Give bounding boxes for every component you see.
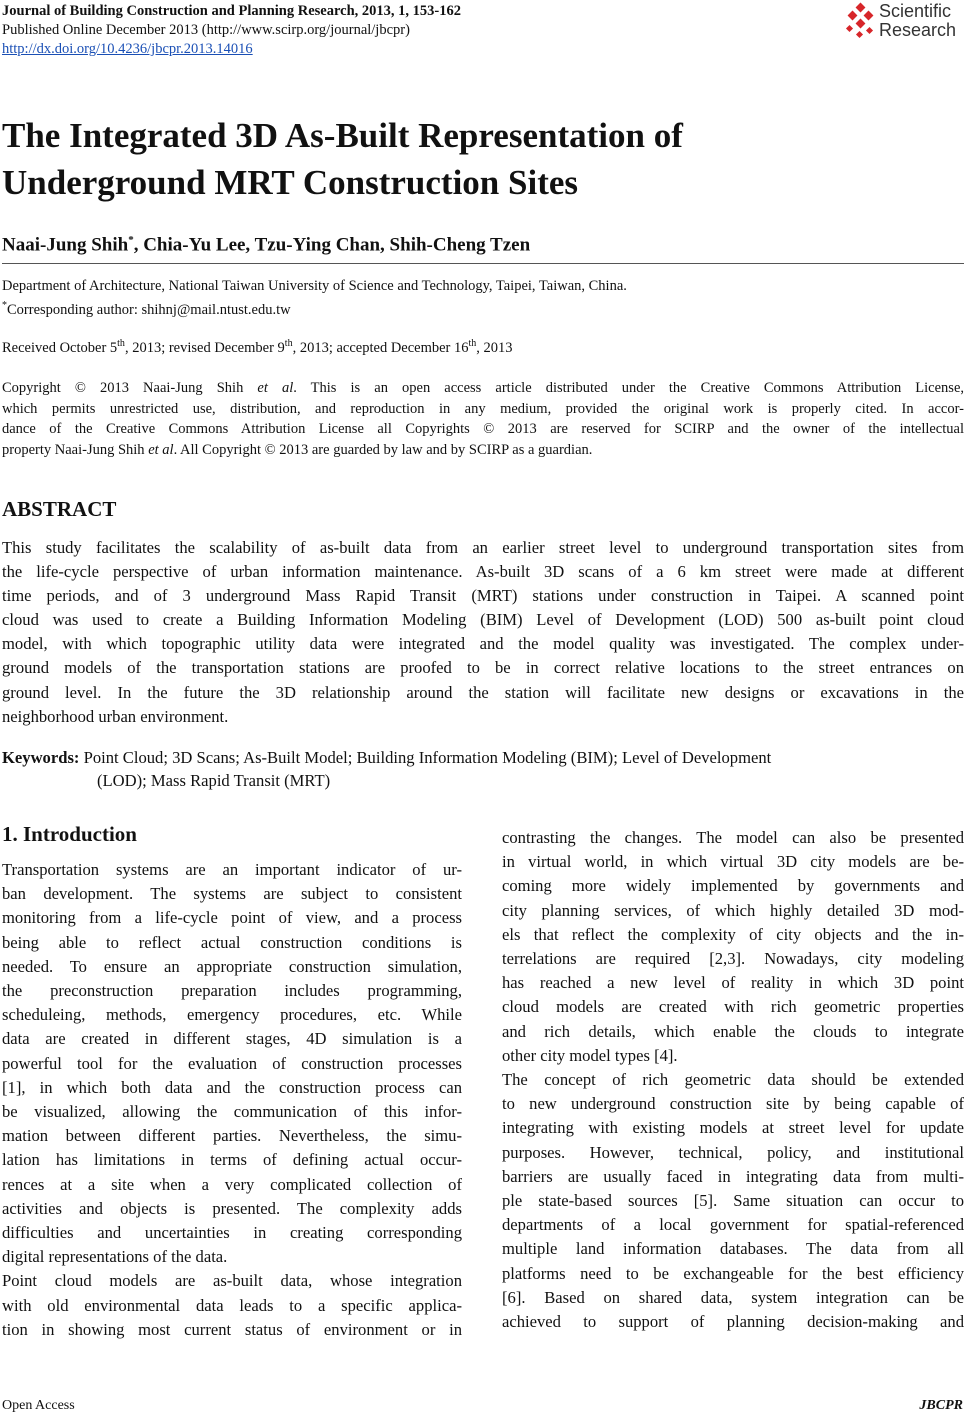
body-line: being able to reflect actual construction conditions is: [2, 932, 462, 952]
copyright-notice: Copyright © 2013 Naai-Jung Shih et al. This is an open access article distributed under the Creative Commons Attribution License, which permits unrestricted use, distribution, and reproduction in any medium, provided the original work is properly cited. In accor- dance of the Creative Commons Attribution License all Copyrights © 2013 are reserved for SCIRP and the owner of the intellectual property Naai-Jung Shih et al. All Copyright © 2013 are guarded by law and by SCIRP as a guardian.: [2, 380, 965, 458]
body-line: to new underground construction site by being capable of: [502, 1094, 964, 1114]
body-line: barriers are usually faced in integrating data from multi-: [502, 1166, 964, 1186]
paper-title: The Integrated 3D As-Built Representation of Underground MRT Construction Sites: [2, 116, 683, 202]
journal-header: [2, 2, 461, 59]
affiliation-block: [2, 276, 627, 320]
body-line: activities and objects is presented. The complexity adds: [2, 1198, 462, 1218]
body-line: tion in showing most current status of environment or in: [2, 1319, 462, 1339]
author-list: Naai-Jung Shih*, Chia-Yu Lee, Tzu-Ying Chan, Shih-Cheng Tzen: [2, 234, 531, 256]
body-line: in virtual world, in which virtual 3D city models are be-: [502, 852, 964, 872]
doi-link[interactable]: http://dx.doi.org/10.4236/jbcpr.2013.14016: [2, 41, 253, 57]
body-line: contrasting the changes. The model can also be presented: [502, 828, 964, 847]
footer-journal-abbrev: JBCPR: [919, 1398, 963, 1413]
logo-text: Scientific Research: [879, 1, 957, 40]
body-line: scheduleing, methods, emergency procedures, etc. While: [2, 1005, 462, 1025]
body-line: integrating with existing models at street level for update: [502, 1118, 964, 1138]
body-line: rences at a site when a very complicated collection of: [2, 1174, 462, 1194]
body-line: needed. To ensure an appropriate construction simulation,: [2, 956, 462, 976]
body-line: platforms need to be exchangeable for the best efficiency: [502, 1263, 964, 1283]
scirp-logo: [843, 2, 963, 44]
body-line: city planning services, of which highly detailed 3D mod-: [502, 900, 964, 920]
affiliation: Department of Architecture, National Taiwan University of Science and Technology, Taipei, Taiwan, China.: [2, 278, 627, 294]
journal-title: Journal of Building Construction and Planning Research, 2013, 1, 153-162: [2, 3, 461, 19]
body-line: coming more widely implemented by governments and: [502, 876, 964, 896]
keywords: Keywords: Point Cloud; 3D Scans; As-Built Model; Building Information Modeling (BIM); Level of Development (LOD); Mass Rapid Transit (MRT): [2, 748, 772, 790]
body-line: and rich details, which enable the clouds to integrate: [502, 1021, 964, 1041]
body-line: purposes. However, technical, policy, and institutional: [502, 1142, 964, 1162]
body-line: [1], in which both data and the construction process can: [2, 1077, 462, 1097]
body-line: cloud models are created with rich geometric properties: [502, 997, 964, 1017]
abstract-line: neighborhood urban environment.: [2, 706, 229, 726]
body-line: multiple land information databases. The data from all: [502, 1239, 964, 1259]
body-line: with old environmental data leads to a specific applica-: [2, 1295, 462, 1315]
body-line: departments of a local government for spatial-referenced: [502, 1215, 964, 1235]
abstract-line: ground models of the transportation stations are proofed to be in correct relative locations to the street entrances on: [2, 658, 964, 678]
corresponding-author: *Corresponding author: shihnj@mail.ntust.edu.tw: [2, 300, 291, 318]
footer-open-access: Open Access: [2, 1398, 75, 1413]
body-line: Transportation systems are an important indicator of ur-: [2, 860, 462, 879]
title-divider: [2, 263, 964, 264]
body-line: be visualized, allowing the communication of this infor-: [2, 1102, 462, 1122]
body-line: terrelations are required [2,3]. Nowadays, city modeling: [502, 949, 964, 969]
body-line: [6]. Based on shared data, system integration can be: [502, 1287, 964, 1307]
body-column-right: [502, 826, 964, 1334]
body-column-left: [2, 858, 462, 1342]
received-dates: Received October 5th, 2013; revised December 9th, 2013; accepted December 16th, 2013: [2, 338, 513, 356]
body-line: difficulties and uncertainties in creating corresponding: [2, 1223, 462, 1243]
abstract-line: This study facilitates the scalability of as-built data from an earlier street level to underground transportation sites from: [2, 538, 964, 557]
section-heading-introduction: 1. Introduction: [2, 822, 137, 846]
published-line: Published Online December 2013 (http://www.scirp.org/journal/jbcpr): [2, 22, 410, 38]
body-line: digital representations of the data.: [2, 1247, 228, 1267]
body-line: the preconstruction preparation includes programming,: [2, 981, 462, 1001]
scirp-logo-icon: [843, 2, 877, 42]
body-line: ple state-based sources [5]. Same situation can occur to: [502, 1191, 964, 1211]
abstract-line: time periods, and of 3 underground Mass Rapid Transit (MRT) stations under construction in Taipei. A scanned point: [2, 586, 964, 606]
abstract-line: model, with which topographic utility data were integrated and the model quality was investigated. The complex under-: [2, 634, 964, 654]
abstract-heading: ABSTRACT: [2, 497, 117, 521]
abstract-line: the life-cycle perspective of urban information maintenance. As-built 3D scans of a 6 km street were made at different: [2, 562, 964, 582]
body-line: els that reflect the complexity of city objects and the in-: [502, 924, 964, 944]
body-line: has reached a new level of reality in which 3D point: [502, 973, 964, 993]
body-line: The concept of rich geometric data should be extended: [502, 1070, 964, 1090]
body-line: achieved to support of planning decision-making and: [502, 1312, 964, 1332]
body-line: lation has limitations in terms of defining actual occur-: [2, 1150, 462, 1170]
body-line: powerful tool for the evaluation of construction processes: [2, 1053, 462, 1073]
body-line: monitoring from a life-cycle point of view, and a process: [2, 908, 462, 928]
body-line: data are created in different stages, 4D simulation is a: [2, 1029, 462, 1049]
body-line: other city model types [4].: [502, 1045, 678, 1065]
body-line: Point cloud models are as-built data, whose integration: [2, 1271, 462, 1291]
body-line: ban development. The systems are subject to consistent: [2, 884, 462, 904]
body-line: mation between different parties. Nevertheless, the simu-: [2, 1126, 462, 1146]
abstract-line: cloud was used to create a Building Information Modeling (BIM) Level of Development (LOD) 500 as-built point cloud: [2, 610, 964, 630]
abstract-line: ground level. In the future the 3D relationship around the station will facilitate new designs or excavations in the: [2, 682, 964, 702]
abstract-body: [2, 536, 964, 729]
